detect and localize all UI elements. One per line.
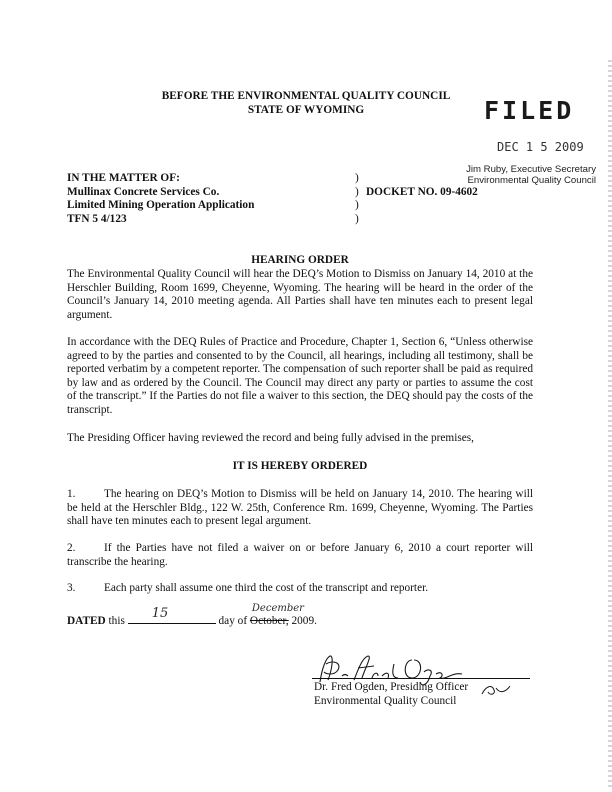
item-text: If the Parties have not filed a waiver on or before January 6, 2010 a court reporter will transcribe the hearing. [67,542,533,568]
filed-signer-block [420,165,596,186]
dated-line [67,603,467,629]
caption-parens [355,172,365,226]
application-name: Limited Mining Operation Application [67,199,255,212]
item-number: 1. [67,488,76,500]
paren: ) [355,185,359,198]
month-struck: October, [249,615,289,627]
party-name: Mullinax Concrete Services Co. [67,185,220,198]
signer-name: Dr. Fred Ogden, Presiding Officer [314,681,469,693]
docket-number: DOCKET NO. 09-4602 [366,186,478,198]
signature-block [314,681,468,708]
filed-date: DEC 1 5 2009 [497,140,584,154]
paren: ) [355,199,359,212]
day-blank [128,606,216,624]
month-handwritten: December [251,603,304,614]
dated-this: this [108,615,125,627]
filed-stamp: FILED [484,96,575,125]
order-item [67,582,533,596]
dated-label: DATED [67,615,106,627]
order-item [67,542,533,569]
day-of: day of [218,615,248,627]
order-item [67,488,533,529]
paren: ) [355,212,359,225]
item-number: 3. [67,582,76,594]
case-caption [67,172,327,226]
paragraph-presiding: The Presiding Officer having reviewed the record and being fully advised in the premises, [67,432,474,444]
header-line-2: STATE OF WYOMING [247,103,365,116]
paragraph-rules: In accordance with the DEQ Rules of Practice and Procedure, Chapter 1, Section 6, “Unless otherwise agreed to by the parties and consented to by the Council, all hearings, including all testimony, shall be reported verbatim by a competent reporter. The compensation of such reporter shall be paid as required by law and as ordered by the Council. The Council may direct any party or parties to assume the cost of the transcript.” If the Parties do not file a waiver to this section, the DEQ should pay the costs of the transcript. [67,336,533,416]
filed-office: Environmental Quality Council [467,174,596,186]
day-handwritten: 15 [151,606,169,621]
paragraph-hearing: The Environmental Quality Council will hear the DEQ’s Motion to Dismiss on January 14, 2010 at the Herschler Building, Room 1699, Cheyenne, Wyoming. The hearing will be heard in the order of the Council’s January 14, 2010 meeting agenda. All Parties shall have ten minutes each to present legal argument. [67,268,533,321]
signature-line [312,678,530,679]
filed-signer: Jim Ruby, Executive Secretary [466,164,596,175]
scan-edge [608,60,612,790]
item-text: Each party shall assume one third the cost of the transcript and reporter. [104,582,429,594]
item-number: 2. [67,542,76,554]
item-text: The hearing on DEQ’s Motion to Dismiss will be held on January 14, 2010. The hearing will be held at the Herschler Bldg., 122 W. 25th, Conference Rm. 1699, Cheyenne, Wyoming. The Parties shall have ten minutes each to present legal argument. [67,488,533,528]
signer-org: Environmental Quality Council [314,694,457,707]
matter-label: IN THE MATTER OF: [67,172,180,184]
paren: ) [355,172,359,184]
initials-mark [478,680,514,698]
dated-year: 2009. [291,615,317,627]
order-title: HEARING ORDER [251,254,349,266]
tfn-number: TFN 5 4/123 [67,212,127,225]
ordered-heading: IT IS HEREBY ORDERED [232,460,368,472]
header-line-1: BEFORE THE ENVIRONMENTAL QUALITY COUNCIL [161,90,451,102]
